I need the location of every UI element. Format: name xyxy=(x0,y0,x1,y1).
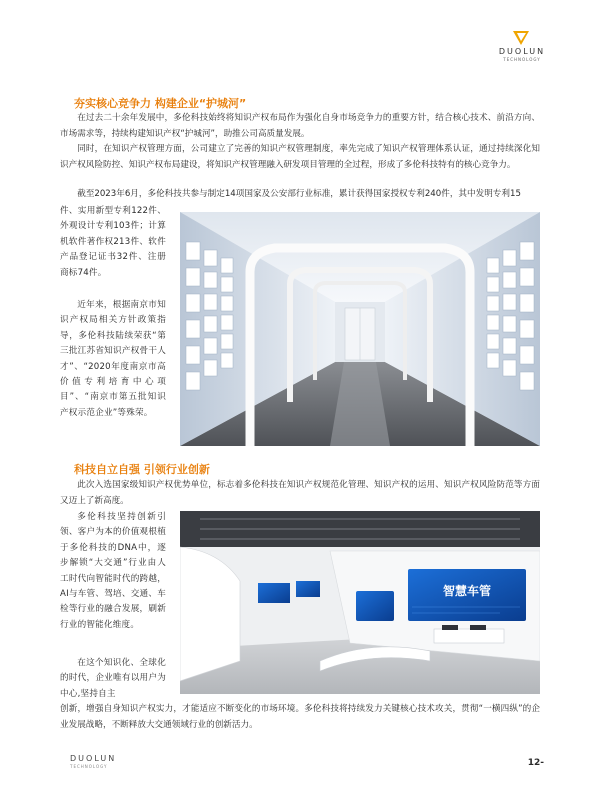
patent-corridor-photo xyxy=(180,212,540,446)
section1-paragraph-2: 同时，在知识产权管理方面，公司建立了完善的知识产权管理制度，率先完成了知识产权管理体系认证，通过持续深化知识产权风险防控、知识产权布局建设，将知识产权管理融入研发项目管理的全过程，形成了多伦科技特有的核心竞争力。 xyxy=(60,144,540,170)
footer-logo xyxy=(70,754,130,776)
page-number: 12- xyxy=(527,758,544,768)
section2-heading: 科技自立自强 引领行业创新 xyxy=(74,463,210,476)
section2-paragraph-1: 此次入选国家级知识产权优势单位，标志着多伦科技在知识产权规范化管理、知识产权的运用、知识产权风险防范等方面又迈上了新高度。 xyxy=(60,480,540,506)
exhibition-screen-text: 智慧车管 xyxy=(442,584,492,598)
footer-logo-wordmark: DUOLUN xyxy=(70,754,117,763)
footer-logo-subtitle: TECHNOLOGY xyxy=(70,764,108,769)
section1-heading: 夯实核心竞争力 构建企业“护城河” xyxy=(74,97,247,110)
section2-paragraph-3-column: 在这个知识化、全球化的时代，企业唯有以用户为中心,坚持自主 xyxy=(60,658,166,699)
section1-paragraph-1: 在过去二十余年发展中，多伦科技始终将知识产权布局作为强化自身市场竞争力的重要方针，结合核心技术、前沿方向、市场需求等，持续构建知识产权“护城河”，助推公司高质量发展。 xyxy=(60,113,540,139)
section1-paragraph-4-column: 近年来，根据南京市知识产权局相关方针政策指导，多伦科技陆续荣获“第三批江苏省知识产权骨干人才”、“2020年度南京市高价值专利培育中心项目”、“南京市第五批知识产权示范企业”等殊荣。 xyxy=(60,300,166,418)
section1-paragraph-3-column: 件、实用新型专利122件、外观设计专利103件；计算机软件著作权213件、软件产品登记证书32件、注册商标74件。 xyxy=(60,206,166,278)
company-logo xyxy=(494,30,550,64)
logo-wordmark: DUOLUN xyxy=(498,47,546,56)
section2-paragraph-2-column: 多伦科技坚持创新引领、客户为本的价值观根植于多伦科技的DNA中，逐步解锁“大交通”行业由人工时代向智能时代的跨越，AI与车管、驾培、交通、车检等行业的融合发展，刷新行业的智能化维度。 xyxy=(60,512,166,630)
logo-mark-icon xyxy=(512,30,532,46)
logo-subtitle: TECHNOLOGY xyxy=(503,57,541,62)
section1-paragraph-3-lead: 截至2023年6月，多伦科技共参与制定14项国家及公安部行业标准，累计获得国家授权专利240件，其中发明专利15 xyxy=(77,189,521,199)
section2-paragraph-3-rest: 创新，增强自身知识产权实力，才能适应不断变化的市场环境。多伦科技将持续发力关键核心技术攻关，贯彻“一横四纵”的企业发展战略，不断释放大交通领域行业的创新活力。 xyxy=(60,704,540,730)
exhibition-hall-photo xyxy=(180,511,540,694)
